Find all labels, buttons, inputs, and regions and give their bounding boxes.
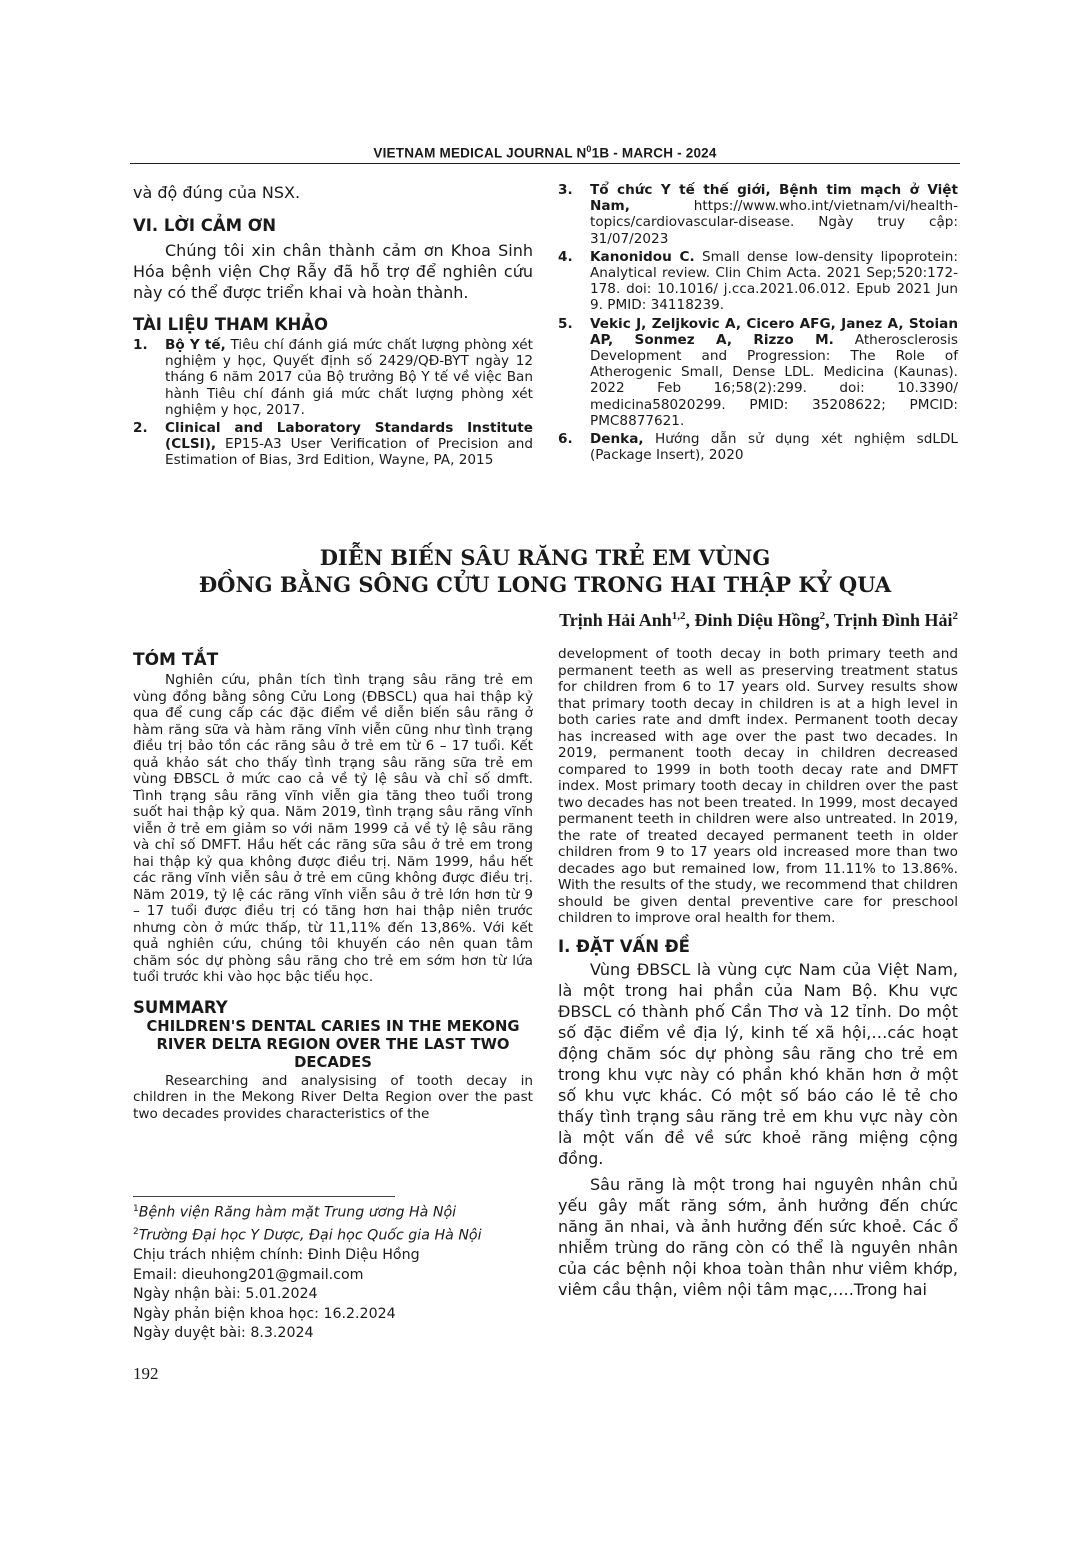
header-rule (130, 163, 960, 164)
page-number: 192 (133, 1364, 159, 1383)
reference-text: Tiêu chí đánh giá mức chất lượng phòng xét nghiệm y học, Quyết định số 2429/QĐ-BYT ngày 12 tháng 6 năm 2017 của Bộ trưởng Bộ Y tế về việc Ban hành Tiêu chí đánh giá mức chất lượng phòng xét nghiệm y học, 2017. (165, 337, 533, 418)
reference-authors: Denka, (590, 431, 644, 448)
article-left-column (133, 650, 533, 1122)
reference-item (558, 431, 958, 463)
references-heading: TÀI LIỆU THAM KHẢO (133, 315, 329, 334)
reference-number: 2. (133, 420, 148, 437)
footnote-marker: 1 (133, 1204, 139, 1214)
reference-text: Hướng dẫn sử dụng xét nghiệm sdLDL (Package Insert), 2020 (590, 431, 958, 464)
reference-item (133, 337, 533, 418)
carryover-text: và độ đúng của NSX. (133, 183, 301, 202)
reference-authors: Vekic J, Zeljkovic A, Cicero AFG, Janez A, Stoian AP, Sonmez A, Rizzo M. (590, 315, 958, 348)
abstract-heading: TÓM TẮT (133, 650, 219, 670)
summary-text-part-2: development of tooth decay in both primary teeth and permanent teeth as well as preserving treatment status for children from 6 to 17 years old. Survey results show that primary tooth decay in children is at a high level in both caries rate and dmft index. Permanent tooth decay has increased with age over the past two decades. In 2019, permanent tooth decay in children decreased compared to 1999 in both tooth decay rate and DMFT index. Most primary tooth decay in children over the past two decades has not been treated. In 1999, most decayed permanent teeth in children were also untreated. In 2019, the rate of treated decayed permanent teeth in older children from 9 to 17 years old increased more than two decades ago but remained low, from 11.11% to 13.86%. With the results of the study, we recommend that children should be given dental preventive care for preschool children to improve oral health for them. (558, 646, 958, 926)
author-name: Đinh Diệu Hồng (694, 610, 820, 630)
footnotes (133, 1200, 533, 1344)
reference-authors: Tổ chức Y tế thế giới, Bệnh tim mạch ở Việt Nam, (590, 182, 958, 215)
intro-paragraph-1: Vùng ĐBSCL là vùng cực Nam của Việt Nam, là một trong hai phần của Nam Bộ. Khu vực ĐBSCL có thành phố Cần Thơ và 12 tỉnh. Do một số đặc điểm về địa lý, kinh tế xã hội,…các hoạt động chăm sóc dự phòng sâu răng cho trẻ em trong khu vực này có phần khó khăn hơn ở một số khu vực khác. Có một số báo cáo lẻ tẻ cho thấy tình trạng sâu răng trẻ em khu vực này còn là một vấn đề về sức khoẻ răng miệng cộng đồng. (558, 959, 958, 1168)
footnote-received: Ngày nhận bài: 5.01.2024 (133, 1286, 318, 1303)
footnote-email: Email: dieuhong201@gmail.com (133, 1266, 364, 1283)
reference-text: Atherosclerosis Development and Progression: The Role of Atherogenic Small, Dense LDL. Medicina (Kaunas). 2022 Feb 16;58(2):299. doi: 10.3390/ medicina58020299. PMID: 35208622; PMCID: PMC8877621. (590, 331, 958, 429)
author-separator: , (825, 610, 834, 630)
article-title-line-2: ĐỒNG BẰNG SÔNG CỬU LONG TRONG HAI THẬP KỶ QUA (198, 572, 892, 597)
reference-number: 1. (133, 337, 148, 353)
reference-item (133, 420, 533, 469)
footnote-reviewed: Ngày phản biện khoa học: 16.2.2024 (133, 1305, 396, 1322)
summary-title: CHILDREN'S DENTAL CARIES IN THE MEKONG RIVER DELTA REGION OVER THE LAST TWO DECADES (146, 1017, 520, 1071)
footnote-accepted: Ngày duyệt bài: 8.3.2024 (133, 1325, 314, 1342)
author-name: Trịnh Đình Hải (833, 610, 953, 630)
author-separator: , (685, 610, 695, 630)
article-title-line-1: DIỄN BIẾN SÂU RĂNG TRẺ EM VÙNG (319, 545, 771, 570)
reference-authors: Clinical and Laboratory Standards Institute (CLSI), (165, 420, 533, 453)
reference-list-left (133, 337, 533, 469)
footnote-rule (133, 1196, 395, 1197)
reference-authors: Bộ Y tế, (165, 337, 226, 353)
footnote-affiliation-2 (133, 1223, 533, 1246)
footnote-responsible: Chịu trách nhiệm chính: Đinh Diệu Hồng (133, 1247, 420, 1264)
author-affiliation: 2 (819, 610, 826, 622)
author-list (559, 610, 958, 631)
article-right-column (558, 646, 958, 1300)
reference-number: 6. (558, 431, 573, 448)
ack-heading: VI. LỜI CẢM ƠN (133, 216, 276, 235)
intro-paragraph-2: Sâu răng là một trong hai nguyên nhân chủ yếu gây mất răng sớm, ảnh hưởng đến chức năng ăn nhai, và ảnh hưởng đến sức khoẻ. Các ổ nhiễm trùng do răng còn có thể là nguyên nhân của các bệnh nội khoa toàn thân như viêm khớp, viêm cầu thận, viêm nội tâm mạc,….Trong hai (558, 1174, 958, 1299)
reference-item (558, 316, 958, 429)
reference-text: Small dense low-density lipoprotein: Analytical review. Clin Chim Acta. 2021 Sep;520:172-178. doi: 10.1016/ j.cca.2021.06.012. Epub 2021 Jun 9. PMID: 34118239. (590, 248, 958, 314)
reference-item (558, 182, 958, 247)
article-title (130, 544, 960, 598)
running-header (130, 144, 960, 161)
prev-article-left-column (133, 182, 533, 469)
author-affiliation: 2 (952, 610, 958, 622)
summary-text-part-1: Researching and analysising of tooth decay in children in the Mekong River Delta Region over the past two decades provides characteristics of the (133, 1072, 533, 1122)
prev-article-right-column (558, 182, 958, 463)
summary-heading: SUMMARY (133, 997, 228, 1017)
reference-number: 4. (558, 248, 573, 265)
author-affiliation: 1,2 (671, 610, 686, 622)
journal-name-suffix: 1B - MARCH - 2024 (591, 145, 717, 161)
reference-number: 3. (558, 182, 573, 198)
intro-heading: I. ĐẶT VẤN ĐỀ (558, 936, 690, 956)
footnote-marker: 2 (133, 1227, 139, 1238)
journal-name-prefix: VIETNAM MEDICAL JOURNAL N (373, 145, 587, 161)
reference-text: https://www.who.int/vietnam/vi/health-topics/cardiovascular-disease. Ngày truy cập: 31/07/2023 (590, 198, 958, 247)
reference-text: EP15-A3 User Verification of Precision and Estimation of Bias, 3rd Edition, Wayne, PA, 2015 (165, 436, 533, 469)
issue-superscript: 0 (586, 144, 592, 154)
footnote-affiliation-text: Trường Đại học Y Dược, Đại học Quốc gia Hà Nội (138, 1227, 482, 1244)
reference-number: 5. (558, 315, 573, 332)
footnote-affiliation-1 (133, 1200, 533, 1223)
abstract-vietnamese: Nghiên cứu, phân tích tình trạng sâu răng trẻ em vùng đồng bằng sông Cửu Long (ĐBSCL) qua hai thập kỷ qua để cung cấp các đặc điểm về diễn biến sâu răng ở hàm răng sữa và hàm răng vĩnh viễn cũng như tình trạng điều trị bảo tồn các răng sâu ở trẻ em từ 6 – 17 tuổi. Kết quả khảo sát cho thấy tình trạng sâu răng sữa trẻ em vùng ĐBSCL ở mức cao cả về tỷ lệ sâu và chỉ số dmft. Tình trạng sâu răng vĩnh viễn gia tăng theo tuổi trong suốt hai thập kỷ qua. Năm 2019, tình trạng sâu răng vĩnh viễn ở trẻ em giảm so với năm 1999 cả về tỷ lệ sâu răng và chỉ số DMFT. Hầu hết các răng sữa sâu ở trẻ em trong hai thập kỷ qua không được điều trị. Năm 1999, hầu hết các răng vĩnh viễn sâu ở trẻ em cũng không được điều trị. Năm 2019, tỷ lệ các răng vĩnh viễn sâu ở trẻ lớn hơn từ 9 – 17 tuổi được điều trị có tăng hơn hai thập niên trước nhưng còn ở mức thấp, từ 11,11% đến 13,86%. Với kết quả nghiên cứu, chúng tôi khuyến cáo nên quan tâm chăm sóc dự phòng sâu răng cho trẻ em sớm hơn từ lứa tuổi trước khi vào học bậc tiểu học. (133, 672, 533, 985)
reference-authors: Kanonidou C. (590, 248, 695, 265)
author-name: Trịnh Hải Anh (559, 610, 672, 630)
footnote-affiliation-text: Bệnh viện Răng hàm mặt Trung ương Hà Nội (138, 1204, 457, 1221)
ack-text: Chúng tôi xin chân thành cảm ơn Khoa Sinh Hóa bệnh viện Chợ Rẫy đã hỗ trợ để nghiên cứu này có thể được triển khai và hoàn thành. (133, 241, 533, 302)
reference-item (558, 249, 958, 314)
